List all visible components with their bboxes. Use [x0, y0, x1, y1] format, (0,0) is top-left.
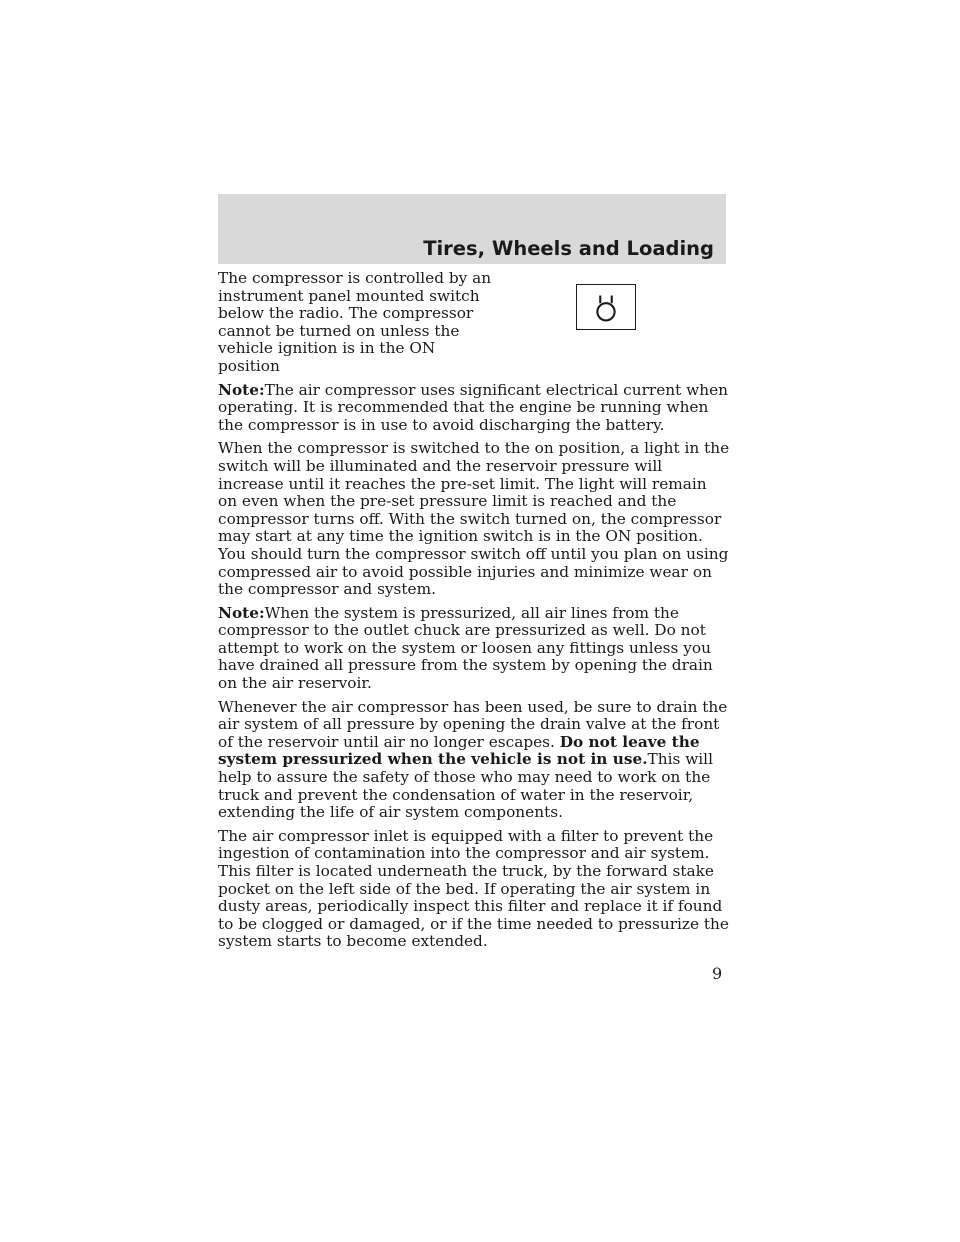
intro-paragraph: The compressor is controlled by an instrument panel mounted switch below the radio. The compressor cannot be turned on unless the vehicle ignition is in the ON position: [218, 269, 492, 375]
note-text: The air compressor uses significant electrical current when operating. It is recommended that the engine be running when the compressor is in use to avoid discharging the battery.: [218, 380, 728, 434]
section-title: Tires, Wheels and Loading: [423, 237, 714, 260]
drain-text-continued: This will help to assure the safety of those who may need to work on the truck and prevent the condensation of water in the reservoir, extending the life of air system components.: [218, 750, 713, 822]
drain-text: Whenever the air compressor has been used, be sure to drain the air system of all pressure by opening the drain valve at the front of the reservoir until air no longer escapes.: [218, 697, 728, 751]
note-electrical: [218, 382, 730, 435]
note-label: Note:: [218, 380, 265, 399]
air-compressor-switch-icon: [576, 284, 636, 330]
section-header-band: [218, 194, 726, 264]
drain-paragraph: [218, 699, 730, 822]
intro-block: [218, 270, 730, 376]
page-number: 9: [712, 964, 723, 983]
note-label: Note:: [218, 603, 265, 622]
note-text: When the system is pressurized, all air lines from the compressor to the outlet chuck are pressurized as well. Do not attempt to work on the system or loosen any fittings unless you have drained all pressure from the system by opening the drain on the air reservoir.: [218, 603, 713, 693]
switch-operation-paragraph: When the compressor is switched to the on position, a light in the switch will be illuminated and the reservoir pressure will increase until it reaches the pre-set limit. The light will remain on even when the pre-set pressure limit is reached and the compressor turns off. With the switch turned on, the compressor may start at any time the ignition switch is in the ON position. You should turn the compressor switch off until you plan on using compressed air to avoid possible injuries and minimize wear on the compressor and system.: [218, 439, 730, 599]
note-pressurized: [218, 605, 730, 693]
page-body: [218, 270, 730, 957]
drain-warning: Do not leave the system pressurized when the vehicle is not in use.: [218, 732, 700, 769]
filter-paragraph: The air compressor inlet is equipped with a filter to prevent the ingestion of contamination into the compressor and air system. This filter is located underneath the truck, by the forward stake pocket on the left side of the bed. If operating the air system in dusty areas, periodically inspect this filter and replace it if found to be clogged or damaged, or if the time needed to pressurize the system starts to become extended.: [218, 826, 729, 951]
